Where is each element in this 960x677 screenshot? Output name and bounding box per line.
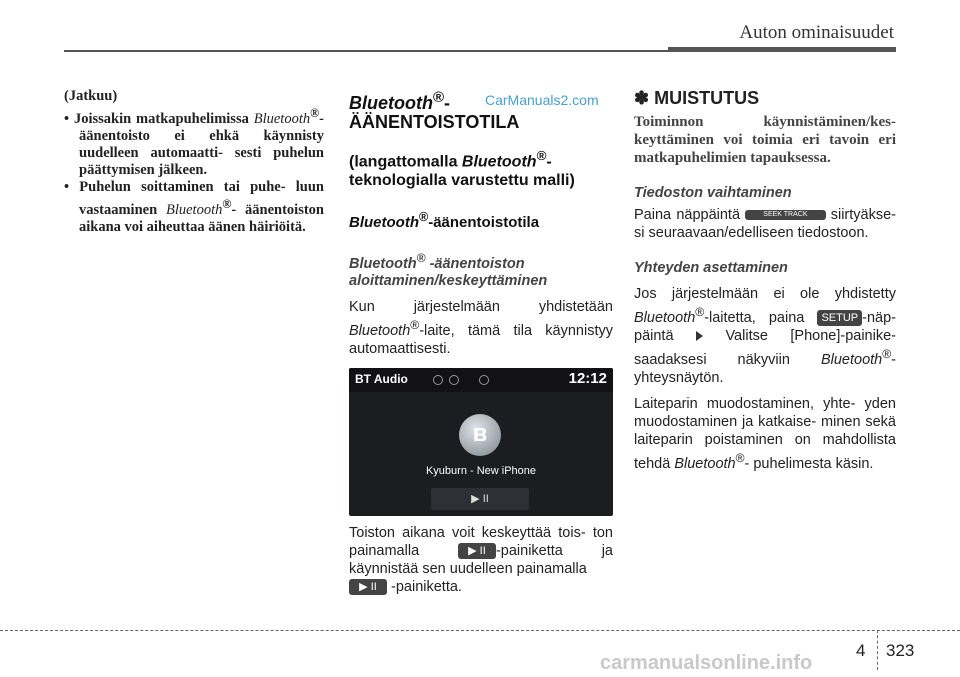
topic-heading: Tiedoston vaihtaminen <box>634 185 792 201</box>
page-separator <box>877 630 878 670</box>
column-3 <box>634 88 896 472</box>
paragraph: Jos järjestelmään ei ole yhdistetty Bluetooth®-laitetta, paina SETUP -näp- päintä Valitse [Phone]-painike- saadaksesi näkyviin Bluetooth®- yhteysnäytön. <box>634 286 896 386</box>
track-name: Kyuburn - New iPhone <box>425 464 537 477</box>
column-2 <box>349 88 613 596</box>
bluetooth-icon: ʙ <box>459 414 501 456</box>
screen-title: BT Audio <box>355 371 408 386</box>
setup-key-icon: SETUP <box>817 310 862 326</box>
header-rule <box>64 50 668 52</box>
footer-rule <box>0 630 960 631</box>
paragraph: Kun järjestelmään yhdistetään Bluetooth®-laite, tämä tila käynnistyy automaattisesti. <box>349 299 613 357</box>
bt-audio-screenshot <box>349 368 613 516</box>
seek-track-key-icon: SEEK TRACK <box>745 210 825 220</box>
chapter-number: 4 <box>856 641 866 660</box>
header-bar <box>668 47 896 52</box>
usb-icon <box>479 375 489 385</box>
watermark-bottom: carmanualsonline.info <box>600 652 813 674</box>
arrow-right-icon <box>696 331 703 341</box>
list-item: • Joissakin matkapuhelimissa Bluetooth®-äänentoisto ei ehkä käynnisty uudelleen automaatti- sesti puhelun päättymisen jälkeen. <box>64 106 324 178</box>
paragraph: Toiston aikana voit keskeyttää tois- ton painamalla ▶ II -painiketta ja käynnistää sen uudelleen painamalla ▶ II -painiketta. <box>349 524 613 595</box>
note-body: Toiminnon käynnistäminen/kes- keyttäminen voi toimia eri tavoin eri matkapuhelimien tapauksessa. <box>634 114 896 166</box>
play-pause-key-icon: ▶ II <box>349 579 387 595</box>
subsection-title: Bluetooth®-äänentoistotila <box>349 210 540 232</box>
section-subtitle: (langattomalla Bluetooth®- teknologialla varustettu malli) <box>349 148 575 190</box>
note-title: ✽ MUISTUTUS <box>634 88 760 108</box>
column-1 <box>64 88 324 236</box>
list-item: • Puhelun soittaminen tai puhe- luun vastaaminen Bluetooth®- äänentoiston aikana voi aiheuttaa äänen häiriöitä. <box>64 178 324 235</box>
section-title: Bluetooth®- ÄÄNENTOISTOTILA <box>349 89 520 132</box>
screen-clock: 12:12 <box>568 369 607 387</box>
signal-icon <box>449 375 459 385</box>
paragraph: Paina näppäintä SEEK TRACK siirtyäkse- si seuraavaan/edelliseen tiedostoon. <box>634 207 896 241</box>
play-pause-button: ▶ II <box>431 488 529 510</box>
continued-label: (Jatkuu) <box>64 88 118 104</box>
topic-heading: Yhteyden asettaminen <box>634 260 788 276</box>
bluetooth-status-icon <box>433 375 443 385</box>
play-pause-key-icon: ▶ II <box>458 543 496 559</box>
topic-heading: Bluetooth® -äänentoiston aloittaminen/keskeyttäminen <box>349 251 548 290</box>
running-header: Auton ominaisuudet <box>739 22 894 43</box>
page-number: 323 <box>886 641 915 660</box>
paragraph: Laiteparin muodostaminen, yhte- yden muodostaminen ja katkaise- minen sekä laiteparin poistaminen on mahdollista tehdä Bluetooth®- puhelimesta käsin. <box>634 395 896 472</box>
watermark-top: CarManuals2.com <box>485 92 599 108</box>
